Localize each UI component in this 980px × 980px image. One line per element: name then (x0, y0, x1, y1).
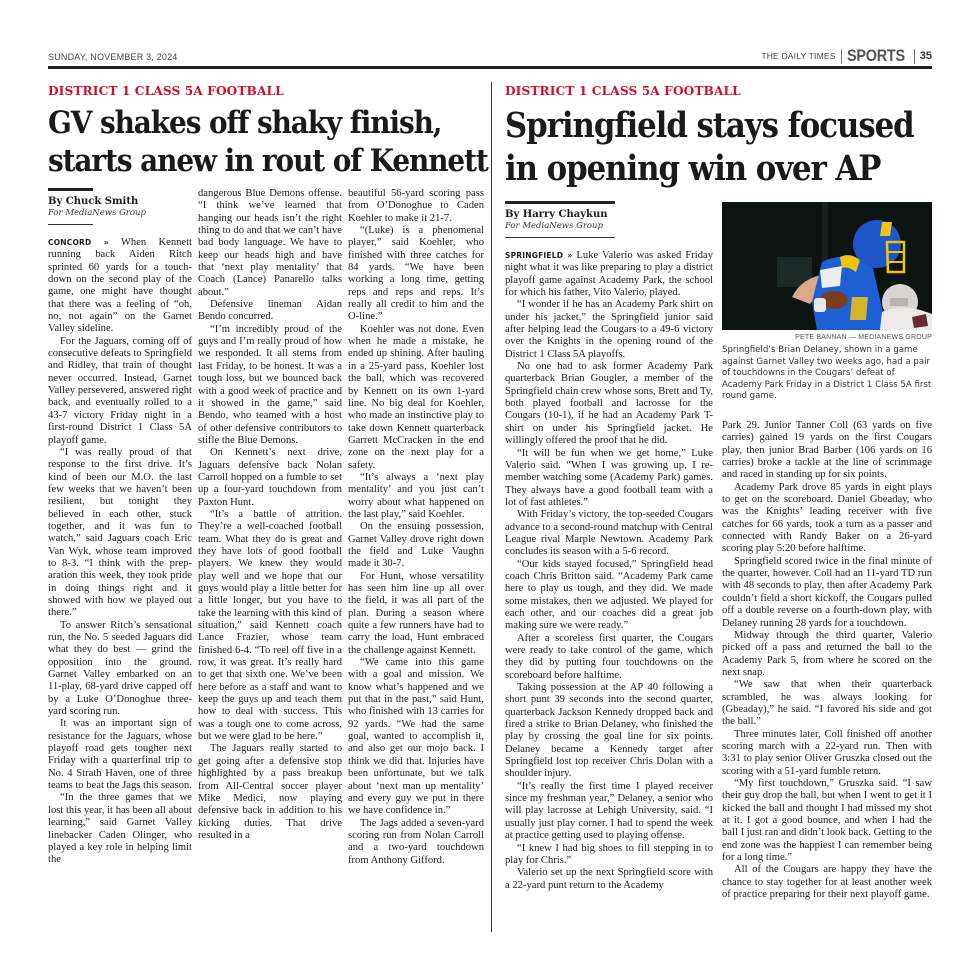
paragraph: “My first touchdown,” Gruszka said. “I saw their guy drop the ball, but when I went to get it I kicked the ball and thought I had missed my shot at it. I got a good bounce, and when I had the ball I just ran and didn’t look back. Getting to the end zone was the happiest I can remember being for a long time.” (722, 777, 932, 864)
paragraph: Three minutes later, Coll finished off another scoring march with a 22-yard run. Then with 3:31 to play senior Oliver Gruszka closed out the scoring with a 51-yard fumble return. (722, 728, 932, 777)
photo-caption: Springfield’s Brian Delaney, shown in a game against Garnet Valley two weeks ago, had a pair of touchdowns in the Cougars’ defeat of Academy Park Friday in a District 1 Class 5A first round game. (722, 345, 932, 402)
paragraph: “(Luke) is a phenomenal player,” said Koehler, who finished with three catches for 84 yards. “We have been working a long time, getting reps and reps and reps. It’s really all credit to him and the O-line.” (348, 225, 484, 323)
paragraph: Defensive lineman Aidan Bendo concurred. (198, 299, 342, 323)
paragraph: The Jaguars really started to get going after a defensive stop highlighted by a pass breakup from All-Central soccer player Mike Medici, now playing defensive back in addition to his kicking duties. That drive resulted in a (198, 743, 342, 841)
paragraph: “It’s a battle of attrition. They’re a well-coached football team. What they do is great and they have lots of good football players. We knew they would play well and we hope that our guys would play a little better for a little longer, but you have to take the learning with this kind of situation,” said Kennett coach Lance Frazier, whose team finished 6-4. “To reel off five in a row, it was great. It’s really hard to get that sixth one. We’ve been here before as a staff and want to keep the guys up and teach them how to deal with success. This was a tough one to come across, but we were glad to be here.” (198, 508, 342, 743)
paragraph: “I wonder if he has an Academy Park shirt on under his jacket,” the Springfield junior said after helping lead the Cougars to a 49-6 victory over the Knights in the opening round of the District 1 Class 5A playoffs. (505, 299, 713, 360)
byline-rule (505, 201, 615, 204)
paragraph: “Our kids stayed focused,” Springfield head coach Chris Britton said. “Academy Park came here to play us tough, and they did. We made some mistakes, then we adjusted. We played for each other, and our coaches did a great job making sure we were ready.” (505, 558, 713, 632)
right-article-column-1 (505, 250, 713, 892)
masthead (761, 46, 932, 66)
newspaper-page (48, 0, 932, 980)
left-kicker: DISTRICT 1 CLASS 5A FOOTBALL (48, 84, 284, 98)
paragraph-text: When Kennett running back Aiden Ritch sprinted 60 yards for a touchdown on the second play of the game, one might have thought that there was a feeling of “oh, no, not again” on the Garnet Valley sideline. (48, 237, 193, 335)
paragraph: “I knew I had big shoes to fill stepping in to play for Chris.” (505, 842, 713, 866)
paragraph: On the ensuing possession, Garnet Valley drove right down the field and Luke Vaughn made it 30-7. (348, 521, 484, 570)
paragraph: On Kennett’s next drive, Jaguars defensive back Nolan Carroll hopped on a fumble to set up a four-yard touchdown from Paxton Hunt. (198, 447, 342, 508)
byline-rule (48, 224, 93, 225)
paragraph: The Jags added a seven-yard scoring run from Nolan Carroll and a two-yard touchdown from Anthony Gifford. (348, 817, 484, 866)
right-byline (505, 201, 615, 238)
left-headline (48, 104, 488, 180)
paragraph: “In the three games that we lost this year, it has been all about learning,” said Garnet Valley linebacker Caden Olinger, who played a key role in helping limit the (48, 792, 192, 866)
right-headline-line2: in opening win over AP (505, 148, 881, 189)
paragraph: Valerio set up the next Springfield score with a 22-yard punt return to the Academy (505, 867, 713, 891)
paragraph: “It will be fun when we get home,” Luke Valerio said. “When I was growing up, I remember watching some (Academy Park) games. They always have a good football team with a lot of fast athletes.” (505, 447, 713, 508)
paragraph (505, 250, 713, 299)
author-org: For MediaNews Group (505, 221, 603, 231)
paragraph: Taking possession at the AP 40 following a short punt 39 seconds into the second quarter, quarterback Jackson Kennedy dropped back and fired a strike to Brian Delaney, who finished the play by crossing the goal line for six points. Delaney became a Kennedy target after Springfield lost top receiver Chris Dolan with a shoulder injury. (505, 682, 713, 780)
paragraph: Springfield scored twice in the final minute of the quarter, however. Coll had an 11-yard TD run with 48 seconds to play, then after Academy Park couldn’t field a short kickoff, the Cougars pulled off a double reverse on a fourth-down play, with Delaney running 28 yards for a touchdown. (722, 555, 932, 629)
photo-illustration (722, 202, 932, 330)
paragraph: After a scoreless first quarter, the Cougars were ready to take control of the game, which they did by putting four touchdowns on the scoreboard before halftime. (505, 632, 713, 681)
paper-name: THE DAILY TIMES (761, 51, 836, 61)
paragraph: beautiful 56-yard scoring pass from O’Donoghue to Caden Koehler to make it 21-7. (348, 188, 484, 224)
photo-credit: PETE BANNAN — MEDIANEWS GROUP (795, 334, 932, 341)
paragraph: “It’s really the first time I played receiver since my freshman year,” Delaney, a senior who will play lacrosse at Lehigh University, said. “I usually just play corner. I had to spend the week at practice getting used to playing offense. (505, 780, 713, 842)
author-name: By Chuck Smith (48, 196, 139, 207)
paragraph: All of the Cougars are happy they have the chance to stay together for at least another week of practice preparing for their next playoff game. (722, 864, 932, 901)
paragraph: “I was really proud of that response to the first drive. It’s kind of been our M.O. the last few weeks that we haven’t been resilient, but tonight they believed in each other, stuck together, and it was fun to watch,” said Jaguars coach Eric Van Wyk, whose team improved to 8-3. “I think with the preparation this week, they took pride in doing things right and it showed with how we played out there.” (48, 446, 192, 619)
byline-rule (505, 237, 615, 238)
right-kicker: DISTRICT 1 CLASS 5A FOOTBALL (505, 84, 741, 98)
author-org: For MediaNews Group (48, 208, 146, 218)
left-article-column-1 (48, 237, 192, 867)
paragraph (48, 237, 192, 336)
paragraph: “We came into this game with a goal and mission. We know what’s happened and we put that in the past,” said Hunt, who finished with 13 carries for 92 yards. “We had the same goal, wanted to accomplish it, and also get our mojo back. I think we did that. Injuries have been unfortunate, but we talk about ‘next man up mentality’ and every guy we put in there we have confidence in.” (348, 657, 484, 817)
paragraph: Park 29. Junior Tanner Coll (63 yards on five carries) gained 19 yards on the first Cougars play, then junior Brad Barber (106 yards on 16 carries) broke a tackle at the line of scrimmage and raced in standing up for six points. (722, 420, 932, 481)
dateline: SPRINGFIELD » (505, 251, 573, 260)
column-divider (491, 82, 492, 932)
left-headline-line2: starts anew in rout of Kennett (48, 143, 488, 179)
page-number: 35 (919, 50, 932, 62)
divider (914, 49, 915, 64)
paragraph: Koehler was not done. Even when he made a mistake, he ended up shining. After hauling in a 25-yard pass, Koehler lost the ball, which was recovered by Kennett on its own 1-yard line. No big deal for Koehler, who made an instinctive play to take down Kennett quarterback Garrett McCracken in the end zone on the next play for a safety. (348, 323, 484, 471)
paragraph: “I’m incredibly proud of the guys and I’m really proud of how we responded. It all stems from last Friday, to be honest. It was a tough loss, but we bounced back with a good week of practice and it showed in the game,” said Bendo, who teamed with a host of other defensive contributors to stifle the Blue Demons. (198, 323, 342, 446)
left-article-column-2 (198, 188, 342, 842)
paragraph: No one had to ask former Academy Park quarterback Brian Gougler, a member of the Springfield chain crew whose sons, Brett and Ty, both played football and lacrosse for the Cougars (10-1), if he had an Academy Park T-shirt on under his Springfield jacket. He willingly offered the proof that he did. (505, 361, 713, 447)
paragraph: For Hunt, whose versatility has seen him line up all over the field, it was all part of the plan. During a season where quite a few runners have had to carry the load, Hunt embraced the challenge against Kennett. (348, 570, 484, 656)
page-header (48, 46, 932, 66)
right-headline (505, 104, 914, 190)
issue-date: SUNDAY, NOVEMBER 3, 2024 (48, 52, 178, 62)
paragraph: Midway through the third quarter, Valerio picked off a pass and returned the ball to the Academy Park 5, from where he scored on the next snap. (722, 629, 932, 678)
left-byline (48, 188, 158, 225)
section-name: SPORTS (846, 46, 905, 65)
football-player-photo (722, 202, 932, 330)
right-article-column-2 (722, 420, 932, 901)
right-headline-line1: Springfield stays focused (505, 105, 914, 146)
left-article-column-3 (348, 188, 484, 867)
byline-rule (48, 188, 93, 191)
dateline: CONCORD » (48, 238, 109, 247)
paragraph: “It’s always a ‘next play mentality’ and you just can’t worry about what happened on the last play,” said Koehler. (348, 471, 484, 520)
paragraph: To answer Ritch’s sensational run, the No. 5 seeded Jaguars did what they do best — grind the opposition into the ground. Garnet Valley embarked on an 11-play, 68-yard drive capped off by a Luke O’Donoghue three-yard scoring run. (48, 619, 192, 718)
left-headline-line1: GV shakes off shaky finish, (48, 105, 442, 141)
paragraph: Academy Park drove 85 yards in eight plays to get on the scoreboard. Daniel Gbeaday, who was the Knights’ leading receiver with five catches for 66 yards, took a turn as a passer and connected with Randy Baker on a 26-yard scoring play 5:20 before halftime. (722, 481, 932, 555)
paragraph-text: Luke Valerio was asked Friday night what it was like preparing to play a district playoff game against Academy Park, the school for which his father, Vito Valerio, played. (505, 250, 713, 299)
paragraph: “We saw that when their quarterback scrambled, he was always looking for (Gbeaday),” he said. “I favored his side and got the ball.” (722, 679, 932, 728)
paragraph: It was an important sign of resistance for the Jaguars, whose playoff road gets tougher next Friday with a quarterfinal trip to No. 4 Strath Haven, one of three teams to beat the Jags this season. (48, 718, 192, 792)
header-rule (48, 66, 932, 69)
paragraph: With Friday’s victory, the top-seeded Cougars advance to a second-round matchup with Central League rival Marple Newtown. Academy Park concludes its season with a 5-6 record. (505, 509, 713, 558)
paragraph: dangerous Blue Demons offense. “I think we’ve learned that hanging our heads isn’t the right thing to do and that we can’t have bad body language. We have to keep our heads high and have that ‘next play mentality’ that Coach (Lance) Panarello talks about.” (198, 188, 342, 298)
divider (841, 49, 842, 64)
author-name: By Harry Chaykun (505, 209, 608, 220)
paragraph: For the Jaguars, coming off of consecutive defeats to Springfield and Ridley, that train of thought never occurred. Instead, Garnet Valley persevered, answered right back, and eventually rolled to a 43-7 victory Friday night in a first-round District 1 Class 5A playoff game. (48, 335, 192, 446)
